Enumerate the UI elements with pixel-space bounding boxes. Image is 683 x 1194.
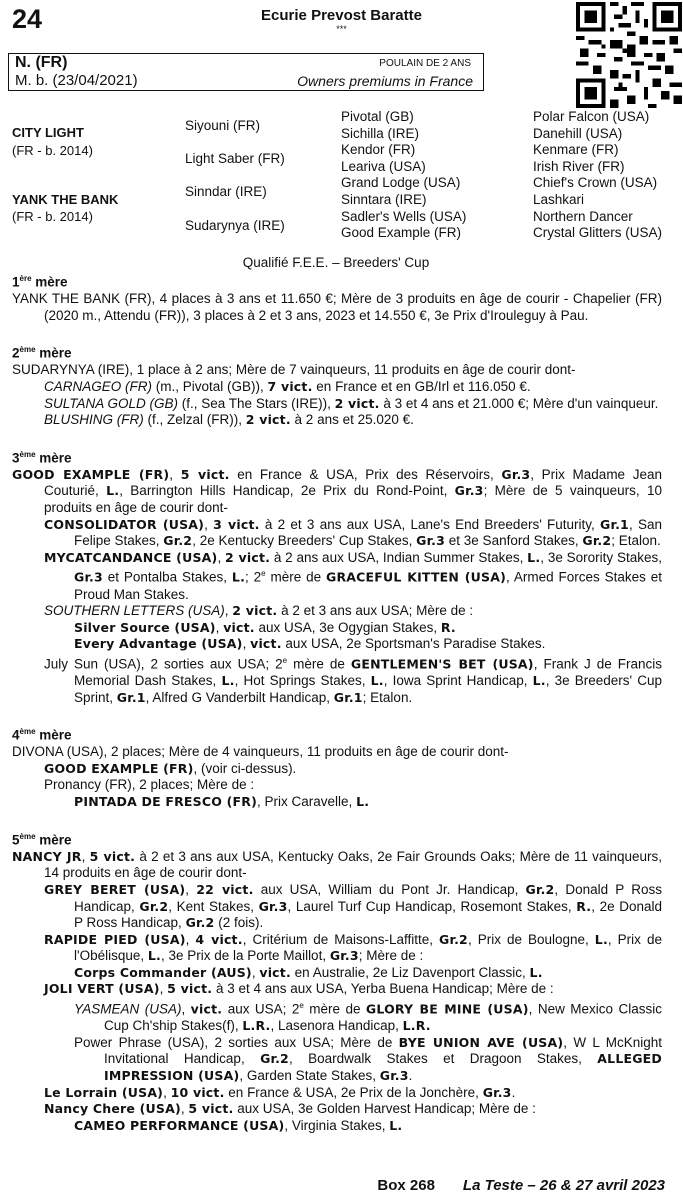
qualification: Qualifié F.E.E. – Breeders' Cup <box>242 255 430 270</box>
produce-record <box>12 271 662 1134</box>
pedigree-gen2-2: Sinndar (IRE) <box>185 184 267 199</box>
pedigree-gen3-4: Grand Lodge (USA) <box>341 175 461 191</box>
dam-5-record: NANCY JR, 5 vict. à 2 et 3 ans aux USA, Kentucky Oaks, 2e Fair Grounds Oaks; Mère de 11 vainqueurs, 14 produits en âge de courir dont- <box>12 848 662 881</box>
pedigree-gen4-1: Danehill (USA) <box>533 125 623 141</box>
horse-identity-box <box>8 53 484 91</box>
produce-entry: Every Advantage (USA), vict. aux USA, 2e Sportsman's Paradise Stakes. <box>74 636 546 652</box>
produce-entry: Power Phrase (USA), 2 sorties aux USA; Mère de BYE UNION AVE (USA), W L McKnight Invitational Handicap, Gr.2, Boardwalk Stakes et Dragoon Stakes, ALLEGED IMPRESSION (USA), Garden State Stakes, Gr.3. <box>74 1034 663 1083</box>
produce-entry: Pronancy (FR), 2 places; Mère de : <box>44 777 255 793</box>
produce-entry: CARNAGEO (FR) (m., Pivotal (GB)), 7 vict. en France et en GB/Irl et 116.050 €. <box>44 378 531 394</box>
produce-entry: Silver Source (USA), vict. aux USA, 3e Ogygian Stakes, R. <box>74 619 456 635</box>
produce-entry: SULTANA GOLD (GB) (f., Sea The Stars (IRE)), 2 vict. à 3 et 4 ans et 21.000 €; Mère d'un vainqueur. <box>44 395 659 411</box>
produce-entry: Nancy Chere (USA), 5 vict. aux USA, 3e Golden Harvest Handicap; Mère de : <box>44 1101 536 1117</box>
pedigree-gen3-1: Sichilla (IRE) <box>341 125 420 141</box>
produce-entry: Corps Commander (AUS), vict. en Australie, 2e Liz Davenport Classic, L. <box>74 964 543 980</box>
pedigree-gen4-7: Crystal Glitters (USA) <box>533 225 663 241</box>
pedigree-gen4-5: Lashkari <box>533 191 585 207</box>
pedigree-gen4-3: Irish River (FR) <box>533 158 625 174</box>
qr-code-icon <box>576 2 682 108</box>
section-heading-3: 3ème mère <box>12 449 72 466</box>
pedigree-dam-info: (FR - b. 2014) <box>12 209 93 224</box>
pedigree-sire: CITY LIGHT <box>12 125 84 140</box>
section-heading-2: 2ème mère <box>12 345 72 361</box>
pedigree-dam: YANK THE BANK <box>12 192 119 207</box>
produce-entry: YASMEAN (USA), vict. aux USA; 2e mère de GLORY BE MINE (USA), New Mexico Classic Cup Ch'ship Stakes(f), L.R., Lasenora Handicap, L.R. <box>74 1001 662 1034</box>
pedigree-gen4-0: Polar Falcon (USA) <box>533 109 650 124</box>
produce-entry: PINTADA DE FRESCO (FR), Prix Caravelle, L. <box>74 794 370 810</box>
dam-1-record: YANK THE BANK (FR), 4 places à 3 ans et 11.650 €; Mère de 3 produits en âge de courir - Chapelier (FR) (2020 m., Attendu (FR)), 3 places à 2 et 3 ans, 2023 et 14.550 €, 3e Prix d'Irouleguy à Pau. <box>12 291 662 323</box>
horse-name: N. (FR) <box>15 54 68 71</box>
produce-entry: RAPIDE PIED (USA), 4 vict., Critérium de Maisons-Laffitte, Gr.2, Prix de Boulogne, L., Prix de l'Obélisque, L., 3e Prix de la Porte Maillot, Gr.3; Mère de : <box>44 931 662 964</box>
pedigree-gen3-6: Sadler's Wells (USA) <box>341 208 467 224</box>
pedigree-gen2-0: Siyouni (FR) <box>185 118 261 133</box>
owners-premiums: Owners premiums in France <box>297 73 473 89</box>
pedigree-gen4-4: Chief's Crown (USA) <box>533 175 658 191</box>
pedigree-gen4-2: Kenmare (FR) <box>533 142 619 158</box>
box-number: Box 268 <box>377 1177 435 1194</box>
pedigree-gen3-5: Sinntara (IRE) <box>341 191 427 207</box>
produce-entry: JOLI VERT (USA), 5 vict. à 3 et 4 ans aux USA, Yerba Buena Handicap; Mère de : <box>44 981 554 997</box>
pedigree-gen3-3: Leariva (USA) <box>341 158 426 174</box>
vendor-stars: *** <box>336 24 347 34</box>
horse-description: M. b. (23/04/2021) <box>15 72 138 89</box>
pedigree-gen3-7: Good Example (FR) <box>341 225 462 241</box>
vendor-name: Ecurie Prevost Baratte <box>261 7 422 24</box>
section-heading-1: 1ère mère <box>12 274 68 290</box>
produce-entry: SOUTHERN LETTERS (USA), 2 vict. à 2 et 3 ans aux USA; Mère de : <box>44 603 474 619</box>
pedigree-gen3-2: Kendor (FR) <box>341 142 416 158</box>
produce-entry: MYCATCANDANCE (USA), 2 vict. à 2 ans aux USA, Indian Summer Stakes, L., 3e Sorority Stakes, Gr.3 et Pontalba Stakes, L.; 2e mère de GRACEFUL KITTEN (USA), Armed Forces Stakes et Proud Man Stakes. <box>44 549 662 602</box>
lot-number: 24 <box>12 4 43 34</box>
produce-entry: July Sun (USA), 2 sorties aux USA; 2e mère de GENTLEMEN'S BET (USA), Frank J de Francis Memorial Dash Stakes, L., Hot Springs Stakes, L., Iowa Sprint Handicap, L., 3e Breeders' Cup Sprint, Gr.1, Alfred G Vanderbilt Handicap, Gr.1; Etalon. <box>44 655 663 705</box>
dam-3-record: GOOD EXAMPLE (FR), 5 vict. en France & USA, Prix des Réservoirs, Gr.3, Prix Madame Jean Couturié, L., Barrington Hills Handicap, 2e Prix du Rond-Point, Gr.3; Mère de 5 vainqueurs, 10 produits en âge de courir dont- <box>12 466 662 516</box>
sale-event: La Teste – 26 & 27 avril 2023 <box>462 1177 665 1194</box>
dam-4-record: DIVONA (USA), 2 places; Mère de 4 vainqueurs, 11 produits en âge de courir dont- <box>12 744 509 760</box>
pedigree-gen2-1: Light Saber (FR) <box>185 151 285 166</box>
produce-entry: CAMEO PERFORMANCE (USA), Virginia Stakes, L. <box>74 1117 403 1133</box>
produce-entry: GREY BERET (USA), 22 vict. aux USA, William du Pont Jr. Handicap, Gr.2, Donald P Ross Handicap, Gr.2, Kent Stakes, Gr.3, Laurel Turf Cup Handicap, Rosemont Stakes, R., 2e Donald P Ross Handicap, Gr.2 (2 fois). <box>44 881 662 931</box>
footer <box>0 1177 665 1194</box>
pedigree-gen2-3: Sudarynya (IRE) <box>185 218 285 233</box>
pedigree-sire-info: (FR - b. 2014) <box>12 143 93 158</box>
section-heading-5: 5ème mère <box>12 831 72 848</box>
produce-entry: GOOD EXAMPLE (FR), (voir ci-dessus). <box>44 760 297 776</box>
dam-2-record: SUDARYNYA (IRE), 1 place à 2 ans; Mère de 7 vainqueurs, 11 produits en âge de courir dont- <box>12 362 576 378</box>
produce-entry: Le Lorrain (USA), 10 vict. en France & USA, 2e Prix de la Jonchère, Gr.3. <box>44 1084 516 1100</box>
section-heading-4: 4ème mère <box>12 727 72 743</box>
pedigree-gen3-0: Pivotal (GB) <box>341 109 414 124</box>
pedigree-gen4-6: Northern Dancer <box>533 208 633 224</box>
produce-entry: BLUSHING (FR) (f., Zelzal (FR)), 2 vict. à 2 ans et 25.020 €. <box>44 412 414 428</box>
horse-sex-age: POULAIN DE 2 ANS <box>379 58 471 69</box>
produce-entry: CONSOLIDATOR (USA), 3 vict. à 2 et 3 ans aux USA, Lane's End Breeders' Futurity, Gr.1, San Felipe Stakes, Gr.2, 2e Kentucky Breeders' Cup Stakes, Gr.3 et 3e Sanford Stakes, Gr.2; Etalon. <box>44 516 662 549</box>
